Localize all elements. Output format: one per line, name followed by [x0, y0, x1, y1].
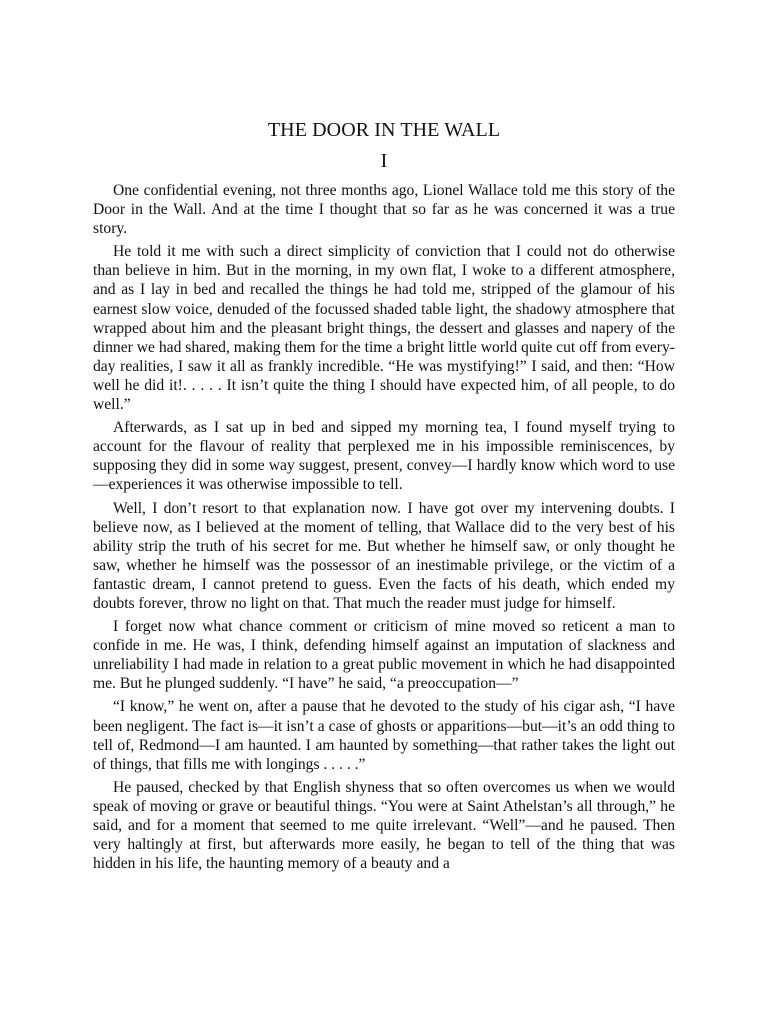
paragraph-5: I forget now what chance comment or criticism of mine moved so reticent a man to confide in me. He was, I think, defending himself against an imputation of slackness and unreliability I had made in relation to a great public movement in which he had disappointed me. But he plunged suddenly. “I have” he said, “a preoccupation—” [93, 618, 675, 693]
document-page [93, 118, 675, 877]
chapter-number: I [380, 150, 388, 172]
paragraph-6: “I know,” he went on, after a pause that he devoted to the study of his cigar ash, “I have been negligent. The fact is—it isn’t a case of ghosts or apparitions—but—it’s an odd thing to tell of, Redmond—I am haunted. I am haunted by something—that rather takes the light out of things, that fills me with longings . . . . .” [93, 698, 675, 773]
paragraph-3: Afterwards, as I sat up in bed and sipped my morning tea, I found myself trying to account for the flavour of reality that perplexed me in his impossible reminiscences, by supposing they did in some way suggest, present, convey—I hardly know which word to use—experiences it was otherwise impossible to tell. [93, 419, 675, 494]
document-title: THE DOOR IN THE WALL [267, 119, 501, 141]
paragraph-4: Well, I don’t resort to that explanation now. I have got over my intervening doubts. I believe now, as I believed at the moment of telling, that Wallace did to the very best of his ability strip the truth of his secret for me. But whether he himself saw, or only thought he saw, whether he himself was the possessor of an inestimable privilege, or the victim of a fantastic dream, I cannot pretend to guess. Even the facts of his death, which ended my doubts forever, throw no light on that. That much the reader must judge for himself. [93, 499, 675, 612]
paragraph-1: One confidential evening, not three months ago, Lionel Wallace told me this story of the Door in the Wall. And at the time I thought that so far as he was concerned it was a true story. [93, 182, 675, 238]
paragraph-7: He paused, checked by that English shyness that so often overcomes us when we would speak of moving or grave or beautiful things. “You were at Saint Athelstan’s all through,” he said, and for a moment that seemed to me quite irrelevant. “Well”—and he paused. Then very haltingly at first, but afterwards more easily, he began to tell of the thing that was hidden in his life, the haunting memory of a beauty and a [93, 778, 675, 873]
paragraph-2: He told it me with such a direct simplicity of conviction that I could not do otherwise than believe in him. But in the morning, in my own flat, I woke to a different atmosphere, and as I lay in bed and recalled the things he had told me, stripped of the glamour of his earnest slow voice, denuded of the focussed shaded table light, the shadowy atmosphere that wrapped about him and the pleasant bright things, the dessert and glasses and napery of the dinner we had shared, making them for the time a bright little world quite cut off from every-day realities, I saw it all as frankly incredible. “He was mystifying!” I said, and then: “How well he did it!. . . . . It isn’t quite the thing I should have expected him, of all people, to do well.” [93, 243, 675, 414]
